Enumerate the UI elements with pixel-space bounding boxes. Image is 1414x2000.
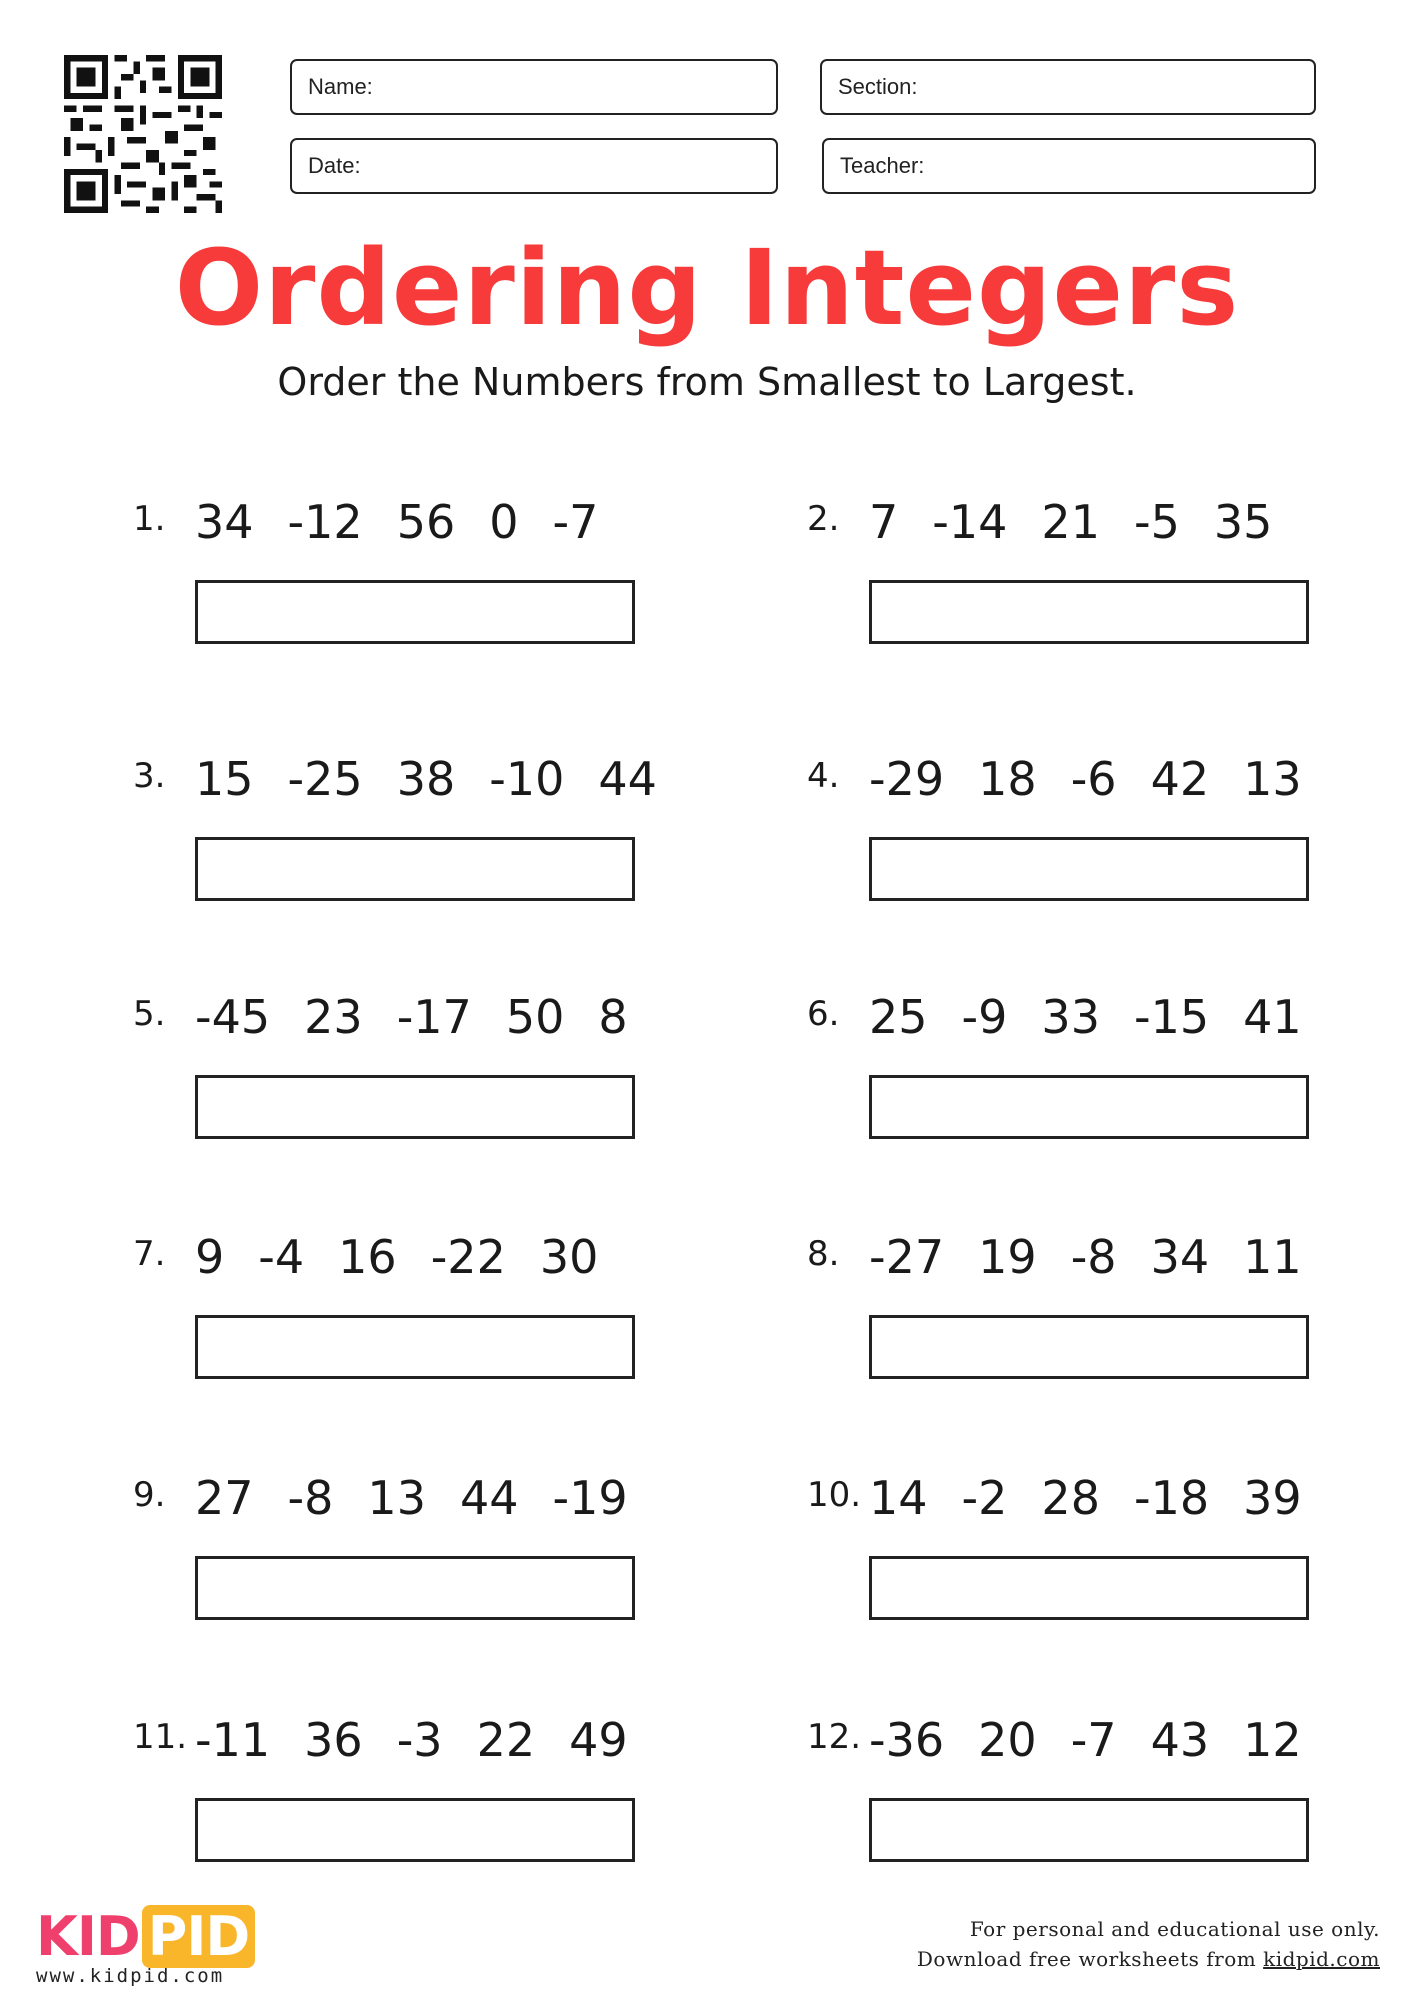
- date-label: Date:: [308, 153, 361, 178]
- footer-line-1: For personal and educational use only.: [969, 1917, 1380, 1941]
- integer-value: 14: [869, 1471, 928, 1525]
- integer-value: -7: [552, 495, 599, 549]
- logo-pid: PID: [142, 1905, 256, 1968]
- integer-value: 0: [489, 495, 519, 549]
- integer-value: -18: [1133, 1471, 1210, 1525]
- answer-box[interactable]: [869, 1315, 1309, 1379]
- integer-value: 18: [978, 752, 1037, 806]
- problem-item: [133, 1471, 653, 1631]
- integer-value: -45: [195, 990, 271, 1044]
- problem-item: [133, 990, 653, 1150]
- integer-value: 34: [195, 495, 254, 549]
- integer-value: 21: [1041, 495, 1100, 549]
- integer-value: -6: [1070, 752, 1117, 806]
- problem-item: [133, 495, 653, 655]
- problem-item: [133, 1230, 653, 1390]
- integer-value: 38: [396, 752, 456, 806]
- integer-value: 39: [1243, 1471, 1302, 1525]
- problem-values: [195, 1230, 632, 1284]
- problem-item: [133, 1713, 653, 1873]
- name-label: Name:: [308, 74, 373, 99]
- problem-item: [807, 1713, 1327, 1873]
- integer-value: -22: [430, 1230, 506, 1284]
- logo-kid: KID: [36, 1905, 140, 1968]
- integer-value: -25: [287, 752, 363, 806]
- integer-value: 42: [1150, 752, 1210, 806]
- integer-value: -36: [869, 1713, 945, 1767]
- integer-value: 49: [569, 1713, 628, 1767]
- date-field[interactable]: [290, 138, 778, 194]
- problem-values: [195, 1713, 662, 1767]
- problem-item: [807, 1471, 1327, 1631]
- integer-value: -29: [869, 752, 945, 806]
- problem-item: [807, 752, 1327, 912]
- section-label: Section:: [838, 74, 918, 99]
- integer-value: 27: [195, 1471, 254, 1525]
- problem-number: 10.: [807, 1475, 862, 1515]
- integer-value: -14: [932, 495, 1008, 549]
- problem-values: [869, 1230, 1336, 1284]
- answer-box[interactable]: [869, 1075, 1309, 1139]
- integer-value: 44: [459, 1471, 519, 1525]
- problem-values: [869, 752, 1336, 806]
- problem-number: 1.: [133, 499, 166, 539]
- integer-value: 43: [1150, 1713, 1210, 1767]
- answer-box[interactable]: [869, 1556, 1309, 1620]
- integer-value: 35: [1213, 495, 1273, 549]
- integer-value: 7: [869, 495, 899, 549]
- kidpid-logo: [36, 1905, 255, 1968]
- integer-value: 20: [978, 1713, 1037, 1767]
- problem-number: 6.: [807, 994, 840, 1034]
- integer-value: -8: [287, 1471, 334, 1525]
- integer-value: 36: [304, 1713, 363, 1767]
- integer-value: 33: [1041, 990, 1100, 1044]
- integer-value: -7: [1070, 1713, 1117, 1767]
- integer-value: -17: [396, 990, 472, 1044]
- integer-value: 9: [195, 1230, 225, 1284]
- problem-number: 4.: [807, 756, 840, 796]
- problem-values: [869, 990, 1336, 1044]
- integer-value: 23: [304, 990, 363, 1044]
- integer-value: -10: [489, 752, 565, 806]
- problem-values: [869, 1471, 1336, 1525]
- integer-value: 22: [476, 1713, 536, 1767]
- problem-number: 9.: [133, 1475, 166, 1515]
- integer-value: 13: [367, 1471, 426, 1525]
- integer-value: 30: [539, 1230, 599, 1284]
- integer-value: -3: [396, 1713, 443, 1767]
- footer-line-2: [917, 1944, 1380, 1974]
- footer-line-2-prefix: Download free worksheets from: [916, 1947, 1264, 1971]
- problem-item: [133, 752, 657, 912]
- integer-value: 41: [1243, 990, 1302, 1044]
- problem-number: 11.: [133, 1717, 188, 1757]
- problem-number: 3.: [133, 756, 166, 796]
- problem-values: [869, 1713, 1336, 1767]
- integer-value: 56: [396, 495, 456, 549]
- problem-number: 8.: [807, 1234, 840, 1274]
- integer-value: -19: [552, 1471, 628, 1525]
- integer-value: 13: [1243, 752, 1302, 806]
- page-title: Ordering Integers: [174, 227, 1240, 349]
- footer-note: [917, 1914, 1380, 1974]
- name-field[interactable]: [290, 59, 778, 115]
- integer-value: 11: [1243, 1230, 1302, 1284]
- integer-value: -11: [195, 1713, 271, 1767]
- problem-number: 12.: [807, 1717, 862, 1757]
- answer-box[interactable]: [869, 1798, 1309, 1862]
- answer-box[interactable]: [195, 1556, 635, 1620]
- problem-item: [807, 990, 1327, 1150]
- instructions: Order the Numbers from Smallest to Largest.: [277, 360, 1137, 404]
- integer-value: -4: [258, 1230, 305, 1284]
- qr-code-icon: [64, 55, 222, 213]
- integer-value: 12: [1243, 1713, 1302, 1767]
- integer-value: 8: [598, 990, 628, 1044]
- logo-url: www.kidpid.com: [36, 1965, 225, 1987]
- problem-values: [195, 752, 691, 806]
- integer-value: 28: [1041, 1471, 1100, 1525]
- integer-value: -9: [961, 990, 1008, 1044]
- teacher-field[interactable]: [822, 138, 1316, 194]
- answer-box[interactable]: [869, 837, 1309, 901]
- integer-value: -15: [1133, 990, 1210, 1044]
- problem-values: [869, 495, 1306, 549]
- integer-value: 15: [195, 752, 254, 806]
- integer-value: -5: [1133, 495, 1180, 549]
- problem-values: [195, 990, 662, 1044]
- integer-value: -27: [869, 1230, 945, 1284]
- integer-value: 34: [1150, 1230, 1210, 1284]
- problem-number: 2.: [807, 499, 840, 539]
- integer-value: -12: [287, 495, 363, 549]
- integer-value: 25: [869, 990, 928, 1044]
- answer-box[interactable]: [869, 580, 1309, 644]
- answer-box[interactable]: [195, 580, 635, 644]
- integer-value: 19: [978, 1230, 1037, 1284]
- answer-box[interactable]: [195, 837, 635, 901]
- integer-value: -8: [1070, 1230, 1117, 1284]
- footer-link[interactable]: kidpid.com: [1263, 1947, 1380, 1971]
- problem-values: [195, 1471, 662, 1525]
- teacher-label: Teacher:: [840, 153, 925, 178]
- problem-number: 7.: [133, 1234, 166, 1274]
- answer-box[interactable]: [195, 1798, 635, 1862]
- integer-value: 16: [338, 1230, 397, 1284]
- answer-box[interactable]: [195, 1075, 635, 1139]
- problem-item: [807, 495, 1327, 655]
- integer-value: -2: [961, 1471, 1008, 1525]
- problem-number: 5.: [133, 994, 166, 1034]
- problem-item: [807, 1230, 1327, 1390]
- integer-value: 44: [598, 752, 657, 806]
- problem-values: [195, 495, 632, 549]
- integer-value: 50: [505, 990, 565, 1044]
- answer-box[interactable]: [195, 1315, 635, 1379]
- section-field[interactable]: [820, 59, 1316, 115]
